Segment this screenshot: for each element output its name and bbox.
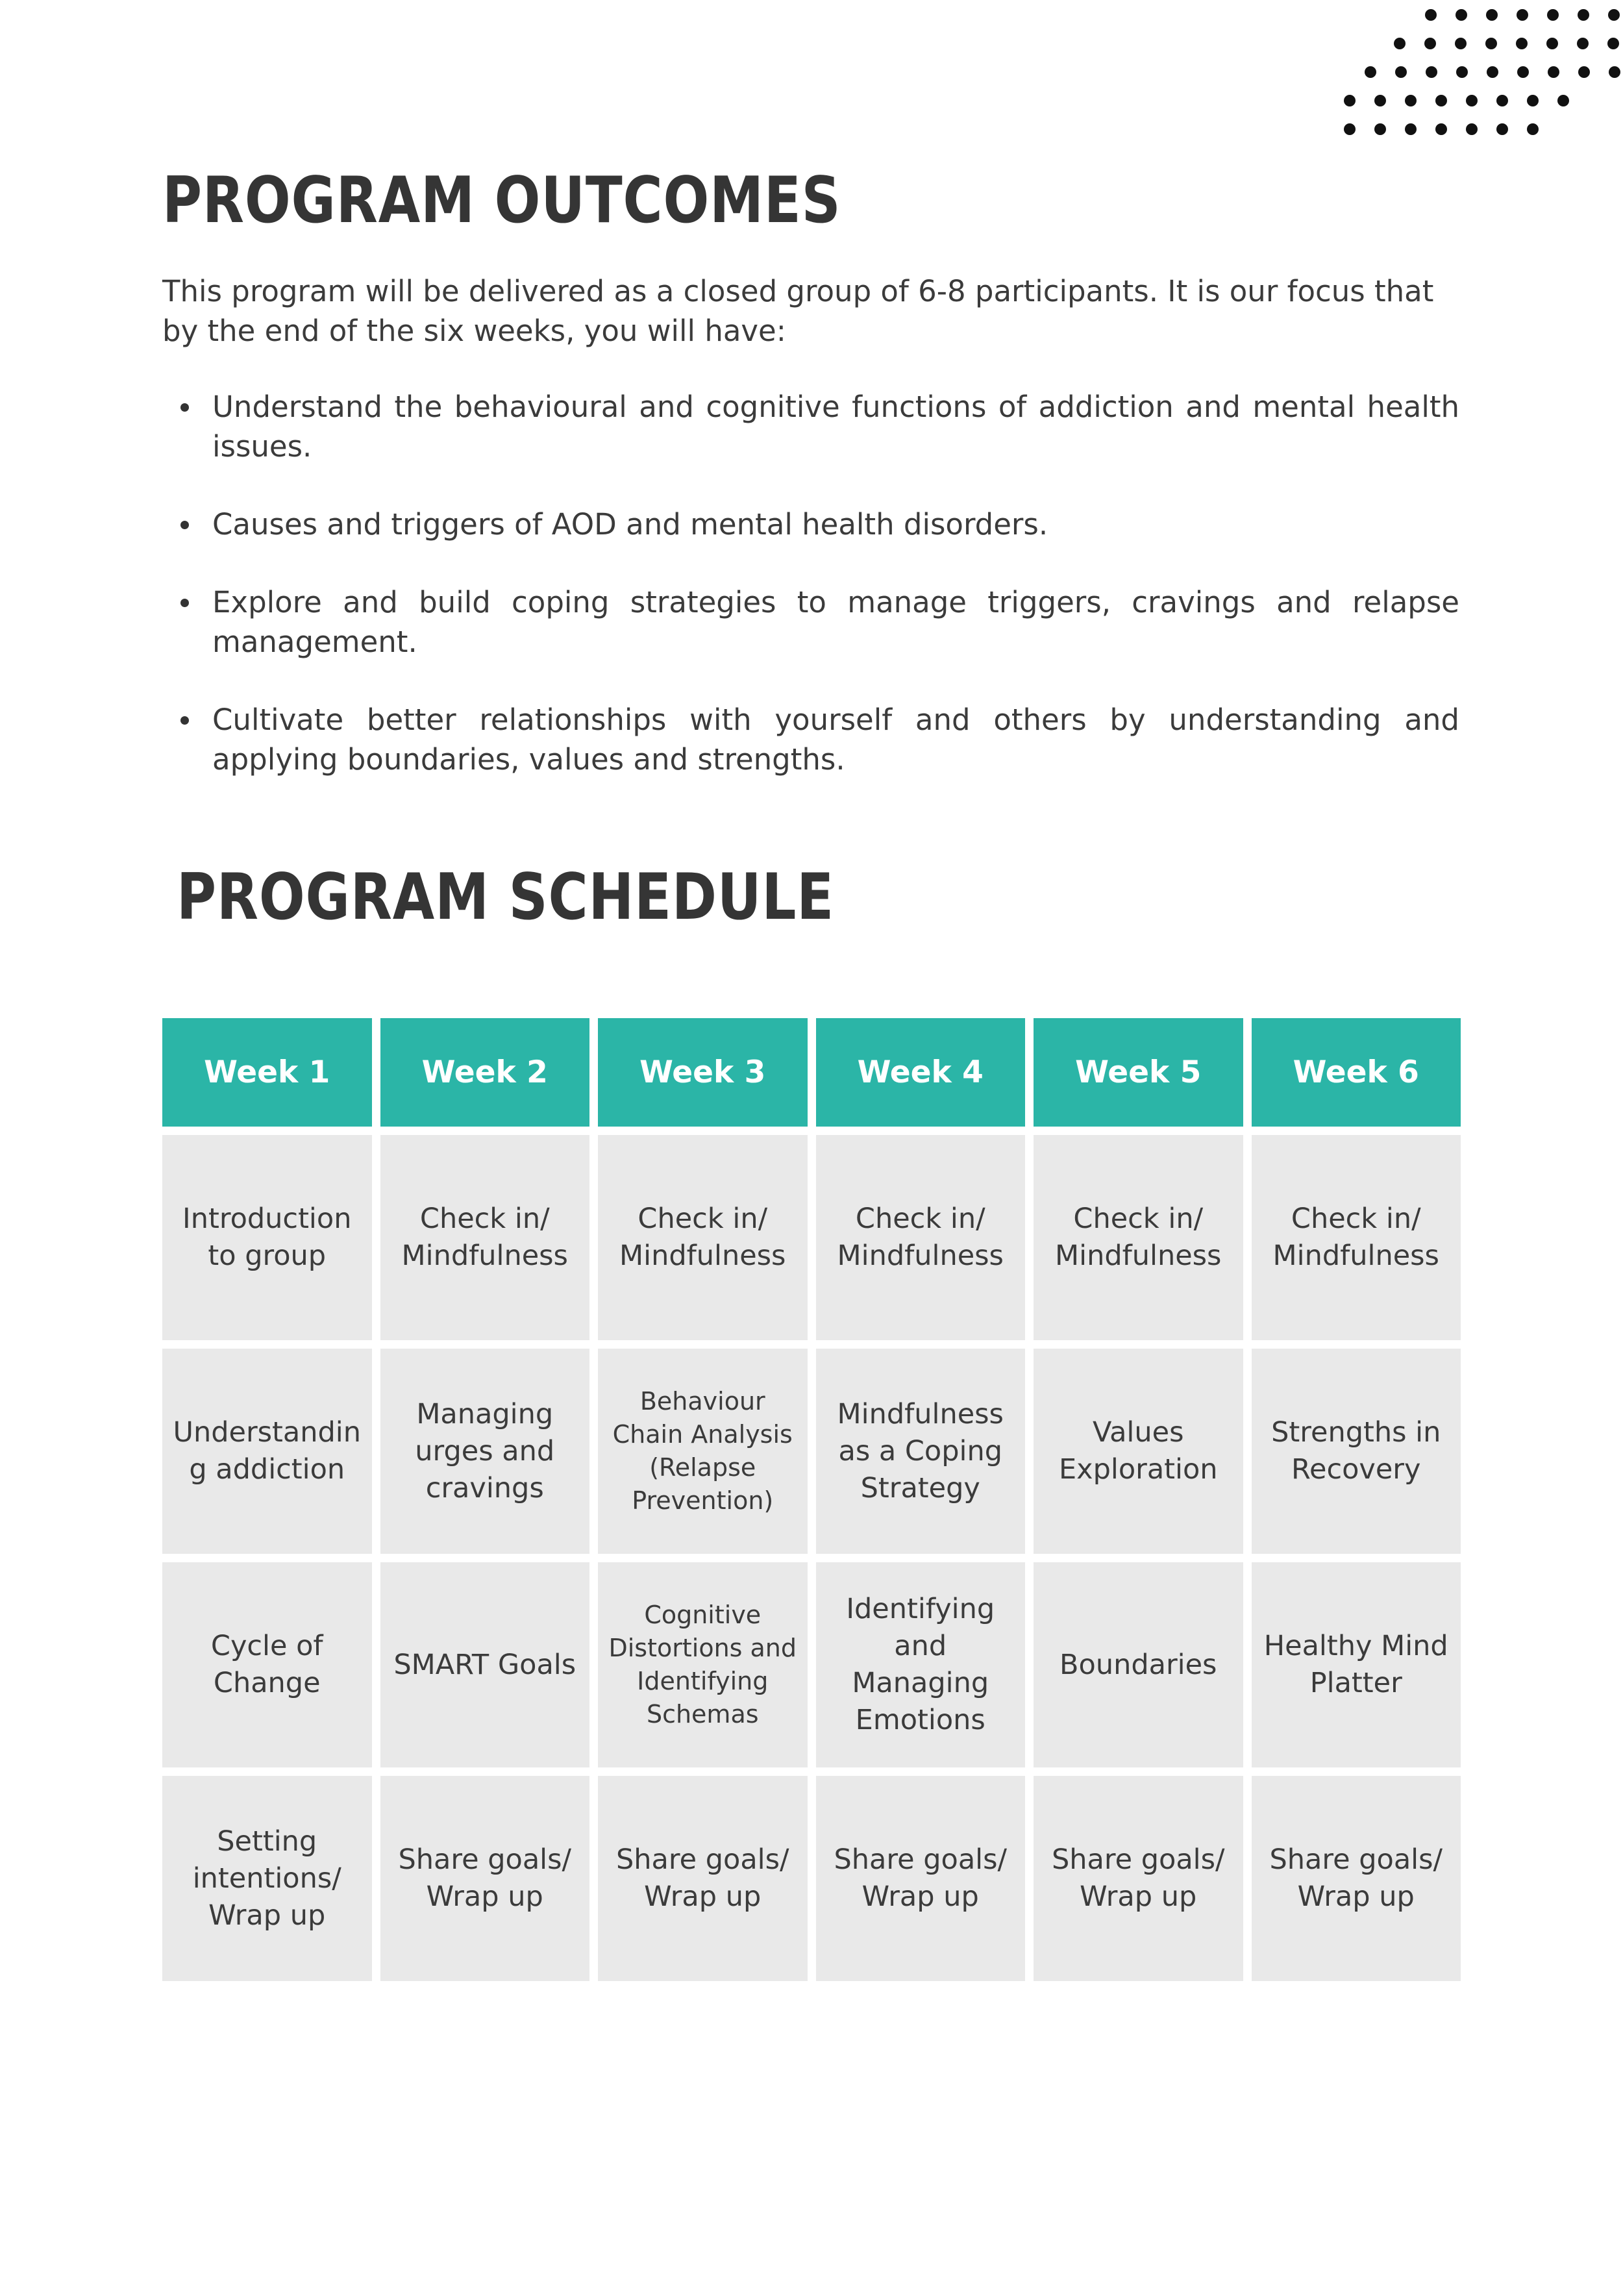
bullet-icon [180, 521, 189, 529]
schedule-table [162, 1018, 1461, 1990]
decorative-dot [1578, 9, 1589, 21]
week-header: Week 2 [380, 1018, 590, 1127]
decorative-dot [1548, 66, 1559, 78]
bullet-icon [180, 599, 189, 607]
session-cell: Managing urges and cravings [380, 1349, 590, 1554]
session-cell: Check in/ Mindfulness [1252, 1135, 1461, 1340]
bullet-icon [180, 403, 189, 412]
decorative-dot-pattern [1318, 0, 1623, 169]
session-cell: Share goals/ Wrap up [1034, 1776, 1243, 1981]
outcome-item [162, 505, 1459, 544]
decorative-dot [1455, 38, 1467, 49]
session-cell: SMART Goals [380, 1562, 590, 1767]
decorative-dot [1425, 9, 1437, 21]
session-cell: Check in/ Mindfulness [598, 1135, 808, 1340]
schedule-row [162, 1135, 1461, 1340]
decorative-dot [1426, 66, 1437, 78]
decorative-dot [1394, 38, 1406, 49]
decorative-dot [1456, 9, 1467, 21]
session-cell: Check in/ Mindfulness [816, 1135, 1026, 1340]
week-header: Week 1 [162, 1018, 372, 1127]
decorative-dot [1405, 123, 1417, 135]
decorative-dot [1527, 95, 1539, 106]
schedule-row [162, 1349, 1461, 1554]
schedule-row [162, 1562, 1461, 1767]
session-cell: Share goals/ Wrap up [816, 1776, 1026, 1981]
decorative-dot [1466, 123, 1478, 135]
decorative-dot [1496, 95, 1508, 106]
decorative-dot [1424, 38, 1436, 49]
session-cell: Share goals/ Wrap up [1252, 1776, 1461, 1981]
session-cell: Boundaries [1034, 1562, 1243, 1767]
decorative-dot [1344, 123, 1356, 135]
decorative-dot [1435, 123, 1447, 135]
decorative-dot [1374, 95, 1386, 106]
decorative-dot [1517, 9, 1528, 21]
outcome-item [162, 582, 1459, 662]
bullet-icon [180, 716, 189, 725]
session-cell: Share goals/ Wrap up [598, 1776, 808, 1981]
schedule-row [162, 1776, 1461, 1981]
week-header: Week 5 [1034, 1018, 1243, 1127]
decorative-dot [1577, 38, 1589, 49]
decorative-dot [1405, 95, 1417, 106]
decorative-dot [1527, 123, 1539, 135]
session-cell: Setting intentions/ Wrap up [162, 1776, 372, 1981]
program-schedule-heading: PROGRAM SCHEDULE [177, 860, 835, 934]
session-cell: Mindfulness as a Coping Strategy [816, 1349, 1026, 1554]
decorative-dot [1435, 95, 1447, 106]
schedule-header-row [162, 1018, 1461, 1127]
decorative-dot [1486, 9, 1498, 21]
decorative-dot [1485, 38, 1497, 49]
session-cell: Introduction to group [162, 1135, 372, 1340]
decorative-dot [1557, 95, 1569, 106]
session-cell: Strengths in Recovery [1252, 1349, 1461, 1554]
session-cell: Behaviour Chain Analysis (Relapse Prevention) [598, 1349, 808, 1554]
decorative-dot [1516, 38, 1528, 49]
outcome-item [162, 387, 1459, 466]
decorative-dot [1365, 66, 1376, 78]
outcome-item [162, 700, 1459, 779]
decorative-dot [1547, 9, 1559, 21]
session-cell: Values Exploration [1034, 1349, 1243, 1554]
decorative-dot [1546, 38, 1558, 49]
session-cell: Share goals/ Wrap up [380, 1776, 590, 1981]
session-cell: Understandin g addiction [162, 1349, 372, 1554]
decorative-dot [1517, 66, 1529, 78]
decorative-dot [1496, 123, 1508, 135]
week-header: Week 6 [1252, 1018, 1461, 1127]
session-cell: Healthy Mind Platter [1252, 1562, 1461, 1767]
decorative-dot [1344, 95, 1356, 106]
decorative-dot [1456, 66, 1468, 78]
session-cell: Check in/ Mindfulness [380, 1135, 590, 1340]
outcomes-list [162, 387, 1459, 817]
decorative-dot [1374, 123, 1386, 135]
decorative-dot [1578, 66, 1590, 78]
outcome-text: Explore and build coping strategies to manage triggers, cravings and relapse management. [212, 585, 1459, 659]
decorative-dot [1395, 66, 1407, 78]
outcome-text: Causes and triggers of AOD and mental health disorders. [212, 507, 1048, 542]
outcome-text: Cultivate better relationships with yourself and others by understanding and applying boundaries, values and strengths. [212, 703, 1459, 777]
outcome-text: Understand the behavioural and cognitive functions of addiction and mental health issues. [212, 390, 1459, 464]
week-header: Week 4 [816, 1018, 1026, 1127]
session-cell: Check in/ Mindfulness [1034, 1135, 1243, 1340]
decorative-dot [1607, 38, 1619, 49]
decorative-dot [1608, 9, 1620, 21]
week-header: Week 3 [598, 1018, 808, 1127]
session-cell: Cycle of Change [162, 1562, 372, 1767]
session-cell: Cognitive Distortions and Identifying Schemas [598, 1562, 808, 1767]
outcomes-intro-paragraph: This program will be delivered as a closed group of 6-8 participants. It is our focus that by the end of the six weeks, you will have: [162, 274, 1434, 348]
decorative-dot [1609, 66, 1620, 78]
session-cell: Identifying and Managing Emotions [816, 1562, 1026, 1767]
decorative-dot [1487, 66, 1498, 78]
program-outcomes-heading: PROGRAM OUTCOMES [162, 164, 841, 238]
decorative-dot [1466, 95, 1478, 106]
